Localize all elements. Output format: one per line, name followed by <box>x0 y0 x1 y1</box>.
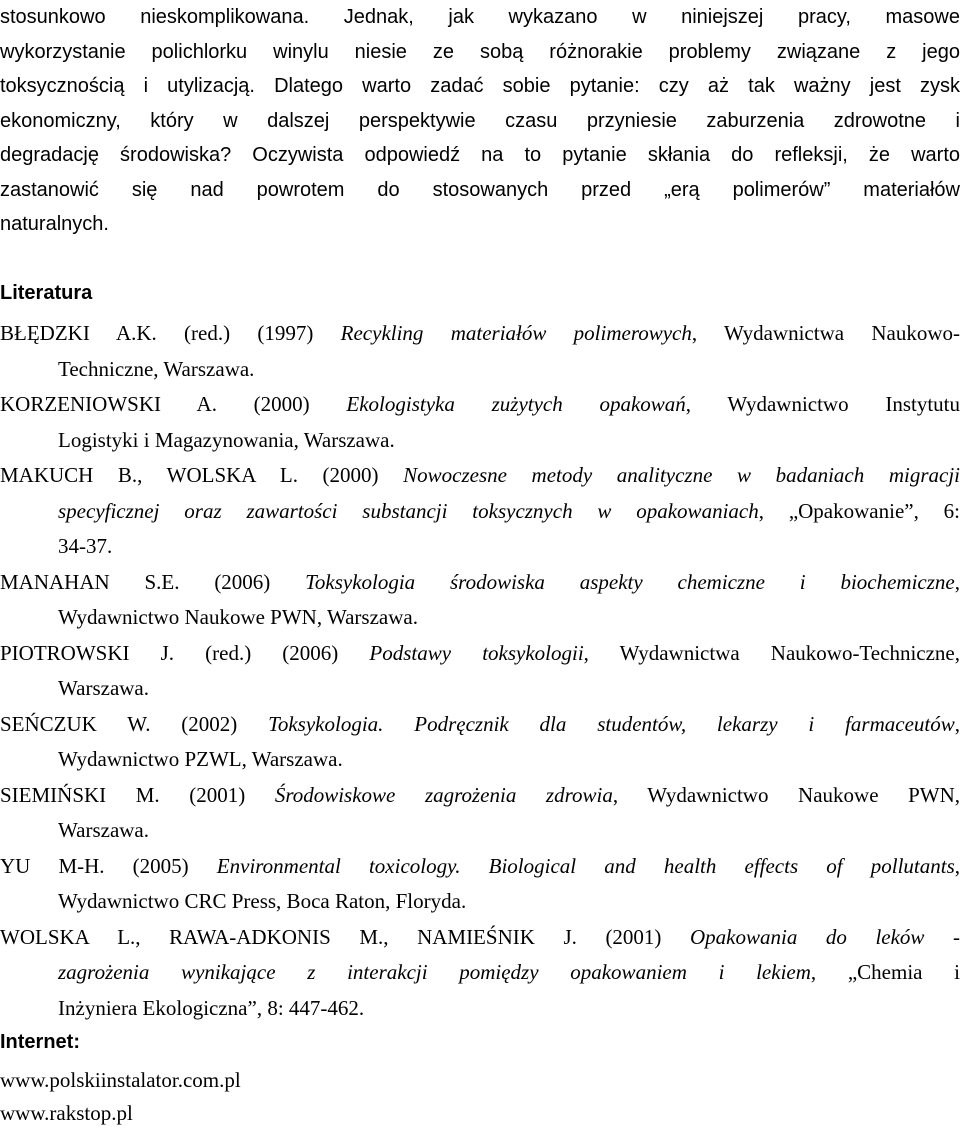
reference-text: Wydawnictwo CRC Press, Boca Raton, Floryda. <box>58 889 467 913</box>
reference-line <box>0 813 960 849</box>
reference-text: , <box>954 853 960 878</box>
reference-entry <box>0 316 960 387</box>
reference-text: , „Opakowanie”, 6: <box>758 498 960 523</box>
link-rakstop[interactable]: www.rakstop.pl <box>0 1101 133 1125</box>
reference-line <box>0 707 960 743</box>
literature-heading: Literatura <box>0 282 93 304</box>
reference-text: Inżyniera Ekologiczna”, 8: 447-462. <box>58 995 365 1020</box>
reference-title: Toksykologia. Podręcznik dla studentów, lekarzy i farmaceutów <box>268 711 955 736</box>
reference-text: YU M-H. (2005) <box>0 853 217 878</box>
reference-line <box>0 778 960 814</box>
reference-text: Wydawnictwo PZWL, Warszawa. <box>58 747 343 771</box>
reference-line <box>0 387 960 423</box>
reference-line <box>0 352 960 388</box>
reference-line <box>0 849 960 885</box>
paragraph-line: ekonomiczny, który w dalszej perspektywie czasu przyniesie zaburzenia zdrowotne i <box>0 109 960 132</box>
reference-line <box>0 991 960 1027</box>
reference-line <box>0 458 960 494</box>
reference-text: KORZENIOWSKI A. (2000) <box>0 392 347 416</box>
reference-entry <box>0 920 960 1027</box>
reference-line <box>0 920 960 956</box>
reference-list <box>0 316 960 1026</box>
reference-line <box>0 636 960 672</box>
reference-line <box>0 671 960 707</box>
reference-line <box>0 423 960 459</box>
reference-text: , Wydawnictwo Naukowe PWN, <box>612 782 960 807</box>
reference-text: BŁĘDZKI A.K. (red.) (1997) <box>0 321 341 345</box>
reference-line <box>0 494 960 530</box>
reference-title: Ekologistyka zużytych opakowań <box>346 392 686 416</box>
reference-text: , Wydawnictwo Instytutu <box>685 392 960 416</box>
reference-title: zagrożenia wynikające z interakcji pomiędzy opakowaniem i lekiem <box>58 960 811 984</box>
reference-text: , <box>954 711 960 736</box>
paragraph-line: degradację środowiska? Oczywista odpowiedź na to pytanie skłania do refleksji, że warto <box>0 144 960 166</box>
reference-text: , <box>954 569 960 594</box>
reference-text: MAKUCH B., WOLSKA L. (2000) <box>0 463 404 487</box>
reference-line <box>0 884 960 920</box>
link-polskiinstalator[interactable]: www.polskiinstalator.com.pl <box>0 1068 241 1092</box>
link-list <box>0 1064 241 1130</box>
reference-title: Nowoczesne metody analityczne w badaniach migracji <box>403 463 960 487</box>
internet-heading: Internet: <box>0 1031 80 1053</box>
reference-line <box>0 316 960 352</box>
reference-entry <box>0 387 960 458</box>
reference-entry <box>0 849 960 920</box>
reference-line <box>0 742 960 778</box>
paragraph-line: zastanowić się nad powrotem do stosowanych przed „erą polimerów” materiałów <box>0 178 960 201</box>
reference-entry <box>0 458 960 565</box>
reference-text: 34-37. <box>58 534 113 558</box>
reference-title: Opakowania do leków - <box>690 924 960 949</box>
reference-text: SIEMIŃSKI M. (2001) <box>0 782 275 807</box>
reference-text: Warszawa. <box>58 676 150 700</box>
reference-title: Toksykologia środowiska aspekty chemiczne i biochemiczne <box>305 569 955 594</box>
reference-title: Environmental toxicology. Biological and health effects of pollutants <box>216 853 955 878</box>
reference-title: Środowiskowe zagrożenia zdrowia <box>274 782 613 807</box>
reference-title: Podstawy toksykologii <box>369 640 584 665</box>
reference-text: Wydawnictwo Naukowe PWN, Warszawa. <box>58 605 418 629</box>
reference-line <box>0 600 960 636</box>
reference-text: SEŃCZUK W. (2002) <box>0 711 269 736</box>
reference-entry <box>0 778 960 849</box>
reference-text: MANAHAN S.E. (2006) <box>0 569 306 594</box>
reference-entry <box>0 636 960 707</box>
reference-text: , „Chemia i <box>810 960 960 984</box>
reference-text: WOLSKA L., RAWA-ADKONIS M., NAMIEŚNIK J. (2001) <box>0 924 690 949</box>
paragraph-line: stosunkowo nieskomplikowana. Jednak, jak wykazano w niniejszej pracy, masowe <box>0 6 960 28</box>
reference-text: , Wydawnictwa Naukowo- <box>691 321 960 345</box>
reference-title: specyficznej oraz zawartości substancji toksycznych w opakowaniach <box>58 498 759 523</box>
reference-entry <box>0 707 960 778</box>
reference-text: Logistyki i Magazynowania, Warszawa. <box>58 427 395 452</box>
reference-text: PIOTROWSKI J. (red.) (2006) <box>0 640 370 665</box>
reference-text: Warszawa. <box>58 818 150 842</box>
reference-line <box>0 955 960 991</box>
paragraph-line: toksycznością i utylizacją. Dlatego warto zadać sobie pytanie: czy aż tak ważny jest zysk <box>0 75 960 97</box>
reference-text: , Wydawnictwa Naukowo-Techniczne, <box>583 640 960 665</box>
reference-text: Techniczne, Warszawa. <box>58 356 255 381</box>
paragraph-line: wykorzystanie polichlorku winylu niesie ze sobą różnorakie problemy związane z jego <box>0 40 960 63</box>
reference-line <box>0 529 960 565</box>
reference-line <box>0 565 960 601</box>
paragraph-line: naturalnych. <box>0 213 109 235</box>
reference-entry <box>0 565 960 636</box>
reference-title: Recykling materiałów polimerowych <box>340 321 692 345</box>
body-paragraph <box>0 0 960 242</box>
